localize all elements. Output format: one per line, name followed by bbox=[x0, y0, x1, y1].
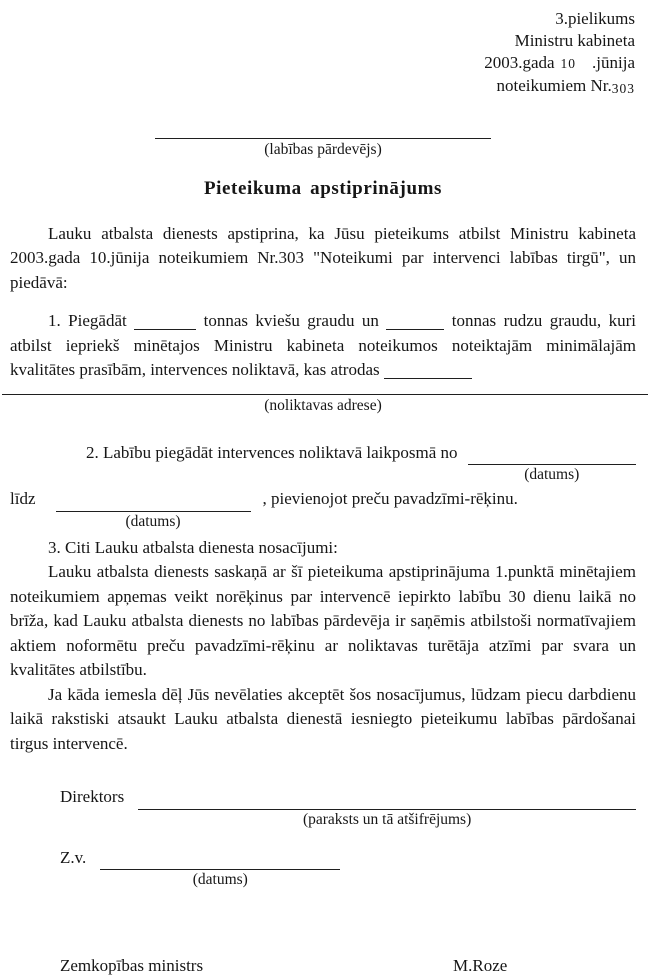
clause3-heading: 3. Citi Lauku atbalsta dienesta nosacījumi: bbox=[48, 537, 338, 557]
clause1-text-start: 1. Piegādāt bbox=[48, 311, 127, 330]
blank-rye-tonnes bbox=[386, 329, 444, 330]
seal-date-row bbox=[10, 846, 636, 888]
blank-seal-date bbox=[100, 846, 340, 888]
blank-date-until bbox=[56, 487, 251, 530]
director-label: Direktors bbox=[60, 787, 125, 806]
clause1-text-mid: tonnas kviešu graudu un bbox=[203, 311, 379, 330]
clause1-text-end: tonnas rudzu graudu, kuri atbilst iepriekš minētajos Ministru kabineta noteikumos noteiktajām minimālajām kvalitātes prasībām, intervences noliktavā, kas atrodas bbox=[10, 311, 637, 379]
blank-date-from bbox=[468, 441, 636, 483]
seal-date-caption: (datums) bbox=[192, 871, 248, 888]
seal-label: Z.v. bbox=[60, 847, 87, 867]
clause2-from-row bbox=[10, 441, 636, 483]
minister-title: Zemkopības ministrs bbox=[60, 956, 204, 975]
clause2-until-row bbox=[10, 487, 636, 530]
intro-paragraph: Lauku atbalsta dienests apstiprina, ka Jūsu pieteikums atbilst Ministru kabineta 2003.gada 10.jūnija noteikumiem Nr.303 "Noteikumi par intervenci labības tirgū", un piedāvā: bbox=[10, 223, 636, 292]
seller-caption: (labības pārdevējs) bbox=[264, 141, 382, 158]
header-regulation-line bbox=[10, 75, 635, 100]
header-cabinet: Ministru kabineta bbox=[514, 31, 635, 50]
header-block bbox=[10, 8, 636, 100]
clause2-lead: 2. Labību piegādāt intervences noliktavā laikposmā no bbox=[86, 442, 458, 462]
footer-row bbox=[10, 954, 636, 979]
clause3-paragraph2: Ja kāda iemesla dēļ Jūs nevēlaties akceptēt šos nosacījumus, lūdzam piecu darbdienu laikā rakstiski atsaukt Lauku atbalsta dienestā iesniegto pieteikumu labības pārdošanai tirgus intervencē. bbox=[10, 684, 636, 753]
minister-name: M.Roze bbox=[453, 956, 508, 975]
clause3-paragraph1: Lauku atbalsta dienests saskaņā ar šī pieteikuma apstiprinājuma 1.punktā minētajiem noteikumiem apņemas veikt norēķinus par intervencē iepirkto labību 30 dienu laikā no brīža, kad Lauku atbalsta dienests no labības pārdevēja ir saņēmis atbilstoši normatīvajiem aktiem noformētu preču pavadzīmi-rēķinu ar noliktavas turētāja atzīmi par svara un kvalitātes atbilstību. bbox=[10, 562, 636, 679]
director-signature-caption: (paraksts un tā atšifrējums) bbox=[302, 810, 472, 828]
clause2-tail: , pievienojot preču pavadzīmi-rēķinu. bbox=[262, 489, 518, 508]
blank-wheat-tonnes bbox=[134, 329, 196, 330]
header-regulation-number: 303 bbox=[611, 81, 635, 96]
header-regulation-prefix: noteikumiem Nr. bbox=[496, 76, 612, 95]
date-from-caption: (datums) bbox=[524, 466, 580, 483]
blank-director-signature bbox=[138, 785, 636, 828]
header-date-suffix: .jūnija bbox=[592, 53, 635, 72]
page-title: Pieteikuma apstiprinājums bbox=[203, 178, 443, 199]
header-date-day: 10 bbox=[560, 56, 577, 71]
clause1-paragraph bbox=[10, 309, 636, 383]
seller-line-block bbox=[155, 138, 491, 160]
header-appendix: 3.pielikums bbox=[555, 9, 635, 28]
blank-warehouse-location bbox=[384, 378, 472, 379]
date-until-caption: (datums) bbox=[125, 512, 181, 530]
address-caption: (noliktavas adrese) bbox=[264, 396, 382, 414]
header-date-prefix: 2003.gada bbox=[484, 53, 555, 72]
clause2-until-label: līdz bbox=[10, 489, 36, 508]
director-signature-row bbox=[10, 785, 636, 828]
header-date-line bbox=[10, 52, 635, 75]
